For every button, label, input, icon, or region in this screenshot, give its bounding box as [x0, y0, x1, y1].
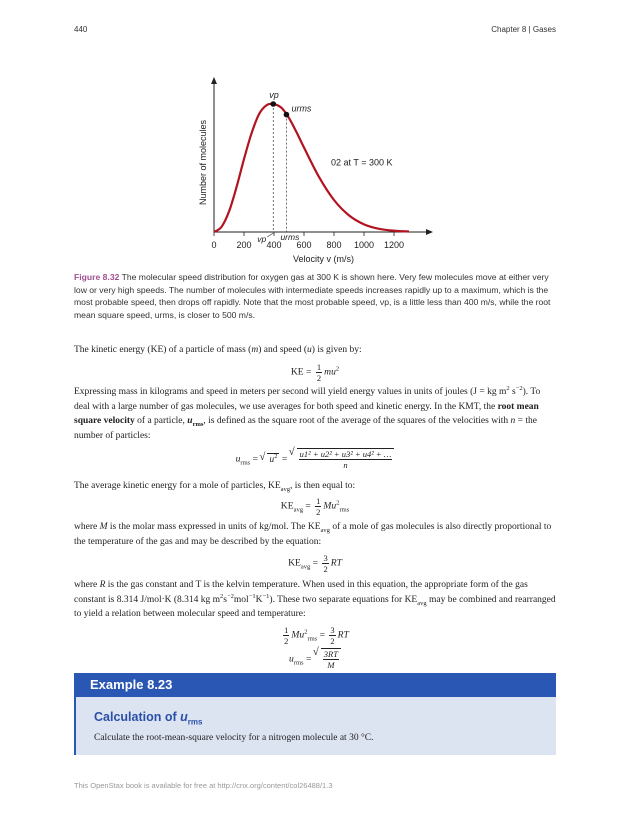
paragraph-keavg: The average kinetic energy for a mole of particles, $KE_{avg}$, is then equal to:	[74, 481, 356, 493]
vp-point	[270, 101, 276, 107]
paragraph-ke: The kinetic energy (KE) of a particle of mass (m) and speed (u) is given by:	[74, 345, 362, 355]
vp-axis-label: vp	[257, 234, 267, 244]
paragraph-molar-mass: where M is the molar mass expressed in units of kg/mol. The $KE_{avg}$ of a mole of gas molecules is also directly proportional to the temperature of the gas and may be described by the equation:	[74, 522, 552, 547]
equation-ke: KE = $\frac{1}{2}$ $mu^2$	[290, 362, 340, 383]
y-axis-arrow	[211, 77, 217, 84]
x-tick-label: 800	[326, 240, 342, 250]
figure-caption-text: The molecular speed distribution for oxygen gas at 300 K is shown here. Very few molecules move at either very low or very high speeds. The number of molecules with intermediate speeds increases rapidly up to a maximum, which is the most probable speed, then drops off rapidly. Note that the most probable speed, νp, is a little less than 400 m/s, while the root mean square speed, urms, is closer to 500 m/s.	[74, 272, 551, 320]
example-stripe	[74, 697, 76, 755]
x-tick-label: 1200	[383, 240, 405, 250]
urms-point	[284, 112, 290, 118]
x-axis-label: Velocity v (m/s)	[292, 254, 355, 264]
example-text: Calculate the root-mean-square velocity for a nitrogen molecule at 30 °C.	[94, 733, 374, 743]
footer: This OpenStax book is available for free at http://cnx.org/content/col26488/1.3	[74, 781, 333, 790]
series-label: 02 at T = 300 K	[331, 157, 393, 168]
figure-label: Figure 8.32	[74, 272, 120, 282]
x-tick-label: 1000	[353, 240, 375, 250]
paragraph-gas-constant: where R is the gas constant and T is the kelvin temperature. When used in this equation, the appropriate form of the gas constant is 8.314 J/mol⋅K (8.314 kg $m^2s^{-2}mol^{-1}K^{-1}$). These two separate equations for $KE_{avg}$ may be combined and rearranged to yield a relation between molecular speed and temperature:	[74, 580, 556, 619]
x-tick-label: 600	[296, 240, 312, 250]
equation-urms-definition: $u_{rms}$ = √ $\overline{u}^2$ = √ $\frac{\text{u1² + u2² + u3² + u4² + …}}{n}$	[0, 448, 630, 470]
example-subtitle: Calculation of $u_{rms}$	[94, 710, 203, 727]
figure-caption	[74, 271, 558, 321]
equation-urms-result: $u_{rms}$ = √ $\frac{3RT}{M}$	[0, 648, 630, 670]
urms-axis-label: urms	[280, 232, 300, 242]
x-tick-label: 400	[266, 240, 282, 250]
vp-label: vp	[269, 90, 279, 100]
equation-keavg: $KE_{avg}$ = $\frac{1}{2}$ $Mu^2_{rms}$	[280, 496, 350, 517]
page-number: 440	[74, 25, 88, 34]
x-axis-arrow	[426, 229, 433, 235]
x-tick-label: 0	[211, 240, 217, 250]
vp-axis-pointer	[267, 233, 273, 237]
distribution-curve	[214, 104, 409, 232]
x-tick-label: 200	[236, 240, 252, 250]
equation-combined: $\frac{1}{2}$ $Mu^2_{rms}$ = $\frac{3}{2}$ RT	[284, 625, 349, 646]
chapter-title: Chapter 8 | Gases	[491, 25, 556, 34]
speed-distribution-chart	[190, 72, 440, 267]
urms-label: urms	[291, 103, 312, 114]
example-title: Example 8.23	[90, 677, 173, 692]
y-axis-label: Number of molecules	[198, 119, 208, 206]
paragraph-rms: Expressing mass in kilograms and speed in meters per second will yield energy values in units of joules (J = kg $m^2$ $s^{-2}$). To deal with a large number of gas molecules, we use averages for both speed and kinetic energy. In the KMT, the root mean square velocity of a particle, $u_{rms}$, is defined as the square root of the average of the squares of the velocities with n = the number of particles:	[74, 384, 541, 441]
equation-keavg-temperature: $KE_{avg}$ = $\frac{3}{2}$ RT	[288, 553, 342, 574]
